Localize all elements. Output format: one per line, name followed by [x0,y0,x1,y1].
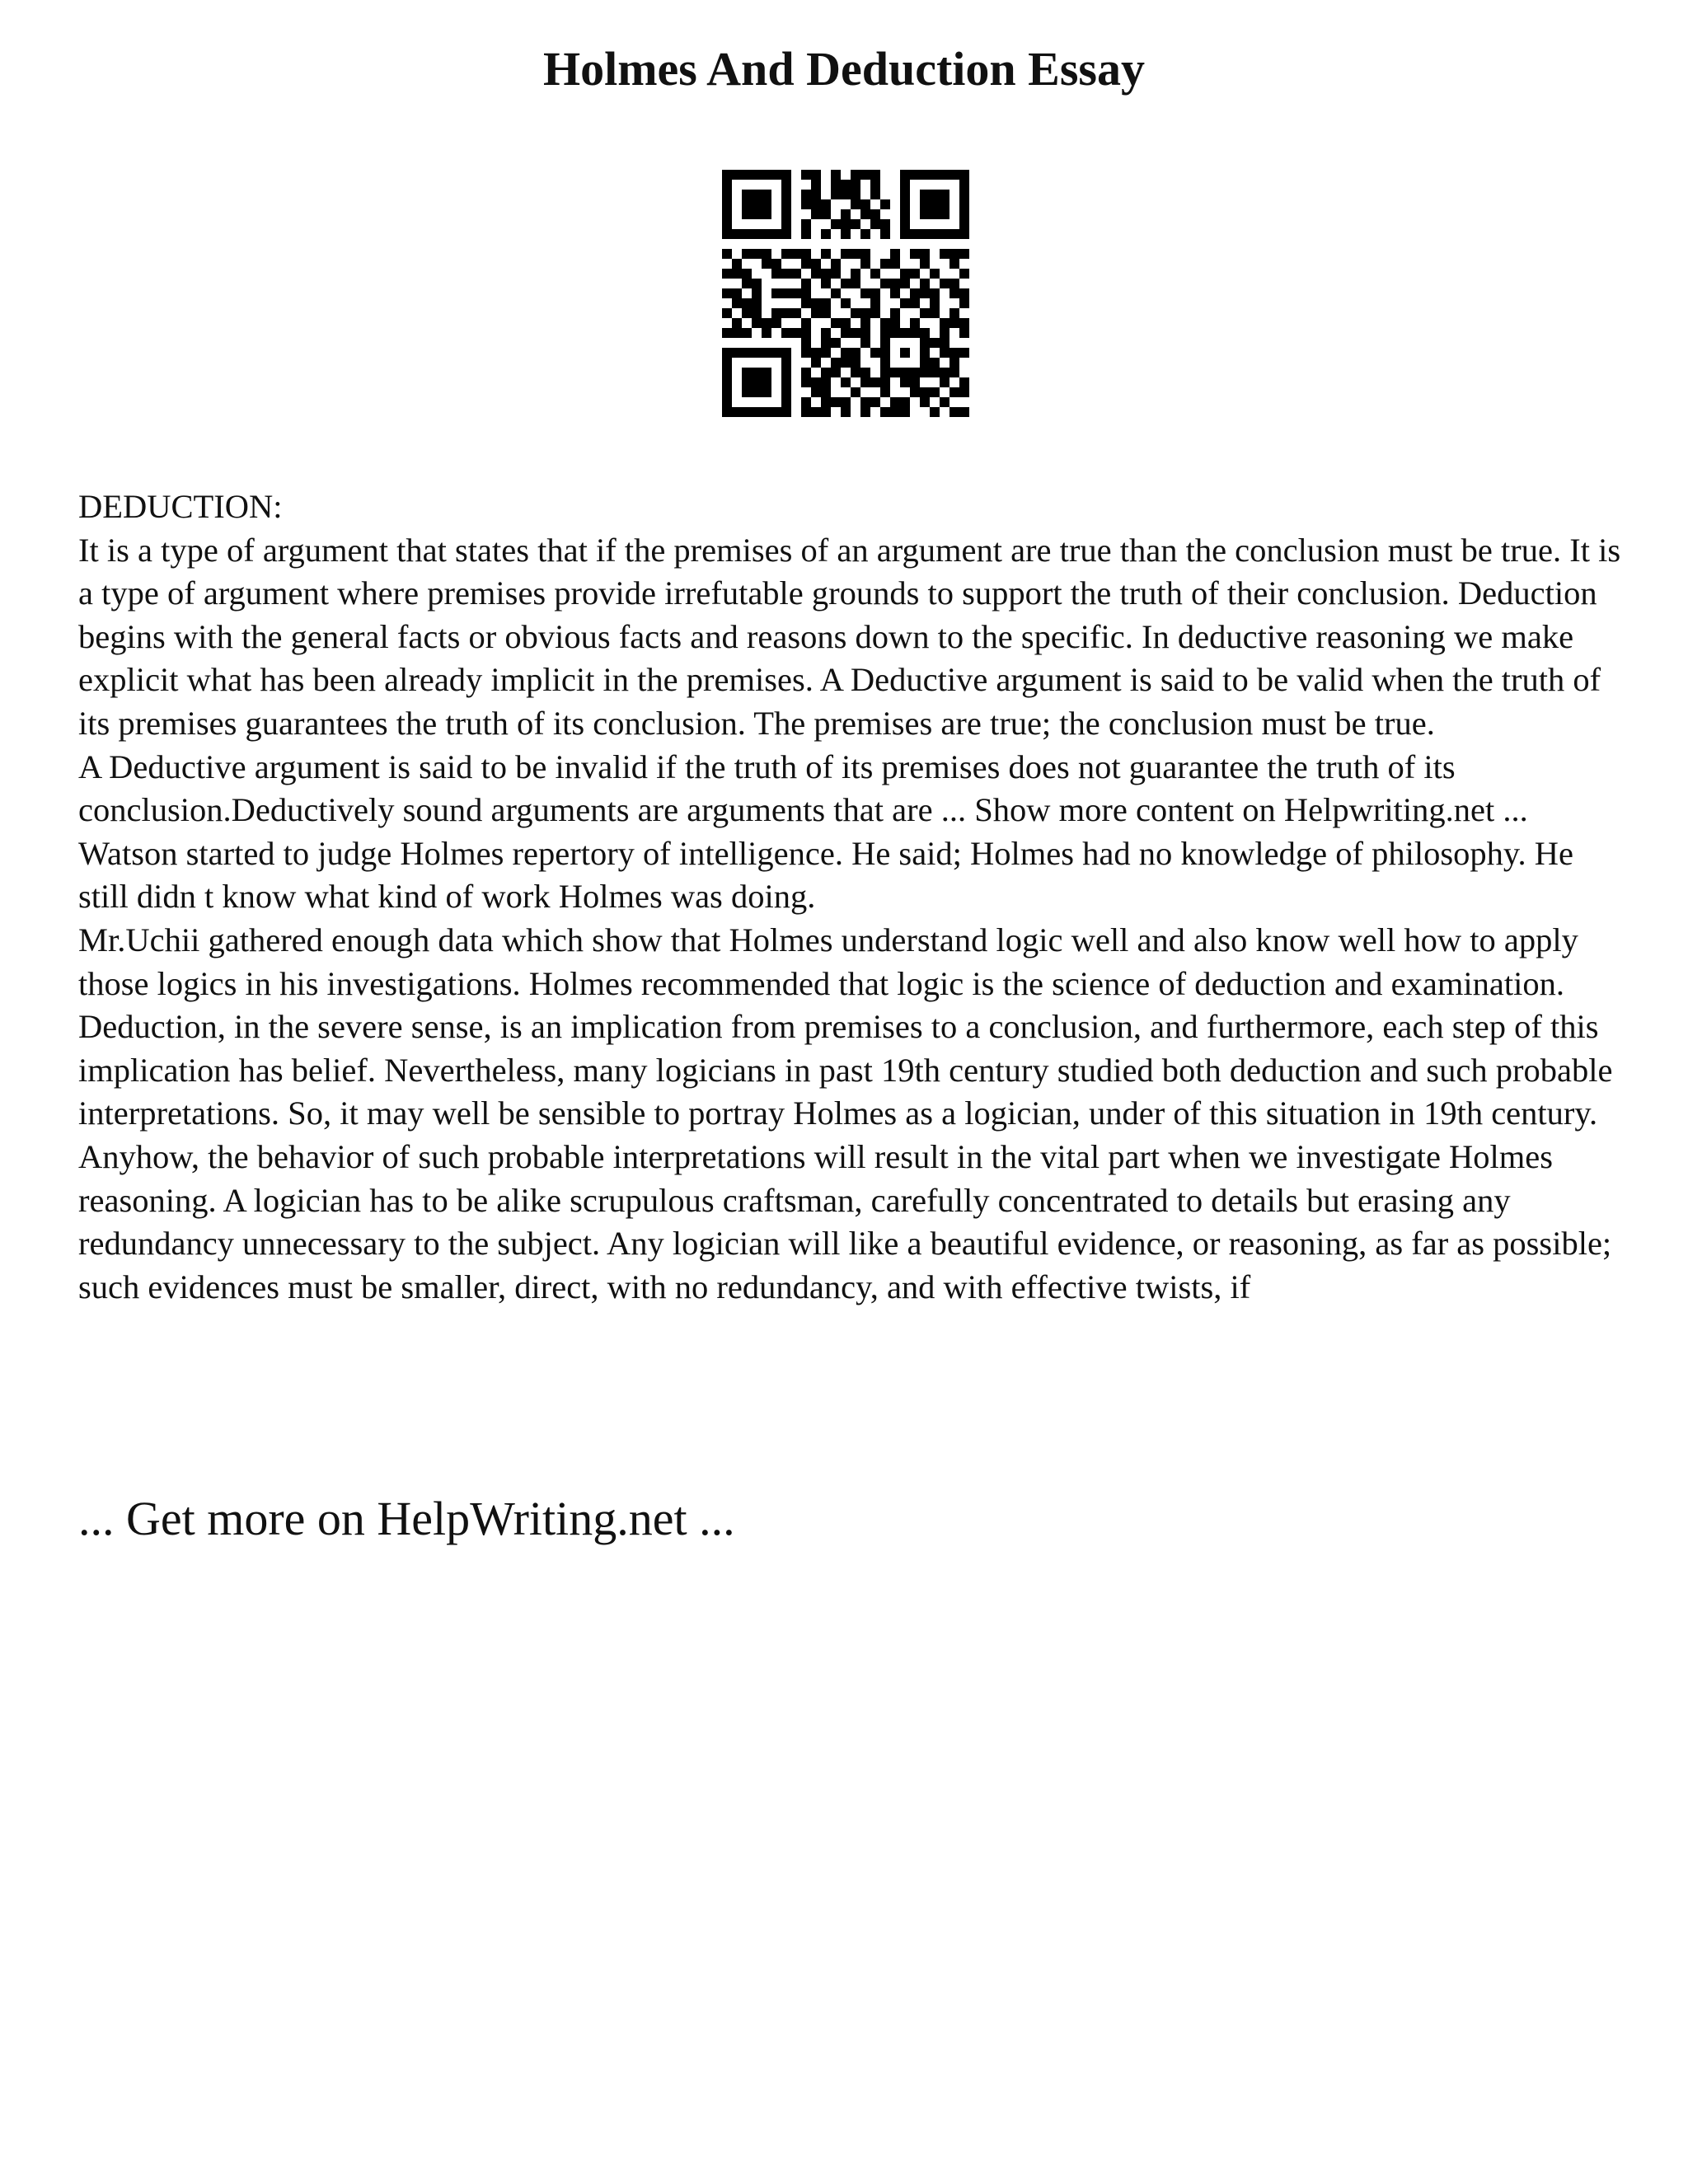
paragraph-uchii: Mr.Uchii gathered enough data which show that Holmes understand logic well and also know well how to apply those logics in his investigations. Holmes recommended that logic is the science of deduction and examination. Deduction, in the severe sense, is an implication from premises to a conclusion, and furthermore, each step of this implication has belief. Nevertheless, many logicians in past 19th century studied both deduction and such probable interpretations. So, it may well be sensible to portray Holmes as a logician, under of this situation in 19th century. Anyhow, the behavior of such probable interpretations will result in the vital part when we investigate Holmes reasoning. A logician has to be alike scrupulous craftsman, carefully concentrated to details but erasing any redundancy unnecessary to the subject. Any logician will like a beautiful evidence, or reasoning, as far as possible; such evidences must be smaller, direct, with no redundancy, and with effective twists, if [78,921,1613,1305]
document-title: Holmes And Deduction Essay [543,42,1145,96]
paragraph-watson: Watson started to judge Holmes repertory of intelligence. He said; Holmes had no knowledge of philosophy. He still didn t know what kind of work Holmes was doing. [78,834,1573,916]
paragraph-deduction-definition: It is a type of argument that states that if the premises of an argument are true than the conclusion must be true. It is a type of argument where premises provide irrefutable grounds to support the truth of their conclusion. Deduction begins with the general facts or obvious facts and reasons down to the specific. In deductive reasoning we make explicit what has been already implicit in the premises. A Deductive argument is said to be valid when the truth of its premises guarantees the truth of its conclusion. The premises are true; the conclusion must be true. [78,531,1621,742]
section-heading: DEDUCTION: [78,488,283,525]
essay-body [78,485,1628,1309]
qr-code-icon [722,170,969,417]
qr-code [722,170,969,417]
paragraph-invalid-argument: A Deductive argument is said to be invalid if the truth of its premises does not guarantee the truth of its conclusion.Deductively sound arguments are arguments that are ... Show more content on Helpwriting.net ... [78,748,1528,829]
get-more-link[interactable]: ... Get more on HelpWriting.net ... [78,1492,735,1545]
